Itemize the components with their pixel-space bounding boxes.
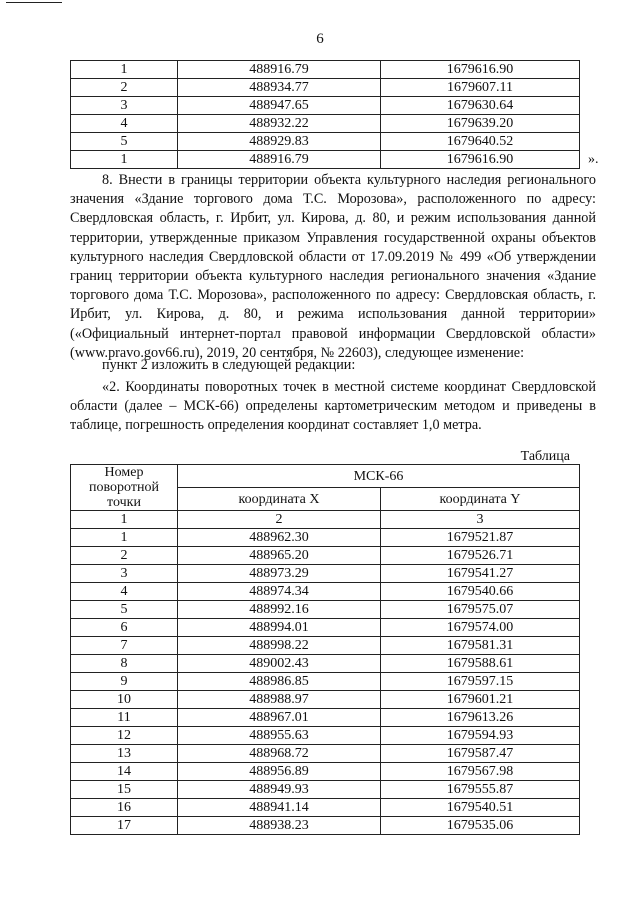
table-row [71,745,580,763]
paragraph-quoted-point-2: «2. Координаты поворотных точек в местной системе координат Свердловской области (далее – МСК-66) определены картометрическим методом и приведены в таблице, погрешность определения координат составляет 1,0 метра. [70,379,596,434]
table-row [71,799,580,817]
table-row [71,763,580,781]
point-number-cell: 3 [71,97,178,115]
column-number-cell: 3 [381,511,580,529]
coordinate-y-cell: 1679630.64 [381,97,580,115]
point-number-cell: 11 [71,709,178,727]
point-number-cell: 4 [71,115,178,133]
coordinate-y-cell: 1679616.90 [381,61,580,79]
paragraph-point-2: пункт 2 изложить в следующей редакции: [102,357,356,373]
coordinate-y-cell: 1679613.26 [381,709,580,727]
point-number-cell: 16 [71,799,178,817]
table-caption: Таблица [520,449,570,464]
coordinate-y-cell: 1679541.27 [381,565,580,583]
table-row [71,583,580,601]
point-number-cell: 15 [71,781,178,799]
table-row [71,655,580,673]
point-number-cell: 10 [71,691,178,709]
point-number-cell: 7 [71,637,178,655]
coordinate-x-cell: 488992.16 [178,601,381,619]
table-row [71,115,580,133]
coordinate-y-cell: 1679616.90 [381,151,580,169]
point-number-cell: 6 [71,619,178,637]
table-row [71,601,580,619]
coordinate-x-cell: 488947.65 [178,97,381,115]
table-row [71,691,580,709]
coordinates-table-continued [70,60,580,169]
coordinate-x-cell: 488932.22 [178,115,381,133]
table-row [71,61,580,79]
point-number-cell: 14 [71,763,178,781]
coordinate-y-cell: 1679597.15 [381,673,580,691]
coordinate-x-cell: 488986.85 [178,673,381,691]
coordinate-x-cell: 488941.14 [178,799,381,817]
point-number-cell: 2 [71,547,178,565]
coordinate-y-cell: 1679574.00 [381,619,580,637]
coordinate-x-cell: 488994.01 [178,619,381,637]
table-row [71,637,580,655]
coordinate-y-cell: 1679588.61 [381,655,580,673]
header-point-number: Номер поворотной точки [71,465,178,511]
table-row [71,727,580,745]
table-row [71,565,580,583]
coordinate-y-cell: 1679540.51 [381,799,580,817]
column-number-row [71,511,580,529]
coordinate-x-cell: 488934.77 [178,79,381,97]
table-header-row [71,465,580,488]
top-edge-rule [6,2,62,3]
table-row [71,133,580,151]
coordinate-x-cell: 488974.34 [178,583,381,601]
coordinate-y-cell: 1679639.20 [381,115,580,133]
column-number-cell: 2 [178,511,381,529]
coordinate-y-cell: 1679581.31 [381,637,580,655]
closing-quote-mark: ». [588,152,599,167]
coordinate-x-cell: 489002.43 [178,655,381,673]
table-row [71,781,580,799]
table-row [71,709,580,727]
table-row [71,547,580,565]
coordinate-x-cell: 488916.79 [178,151,381,169]
point-number-cell: 17 [71,817,178,835]
coordinates-table-msk66-body [71,465,580,835]
coordinate-x-cell: 488938.23 [178,817,381,835]
header-coordinate-y: координата Y [381,488,580,511]
coordinate-x-cell: 488988.97 [178,691,381,709]
page-number: 6 [316,31,324,47]
point-number-cell: 3 [71,565,178,583]
table-row [71,151,580,169]
coordinate-x-cell: 488965.20 [178,547,381,565]
coordinate-x-cell: 488998.22 [178,637,381,655]
table-row [71,673,580,691]
coordinate-x-cell: 488967.01 [178,709,381,727]
point-number-cell: 12 [71,727,178,745]
coordinate-y-cell: 1679640.52 [381,133,580,151]
point-number-cell: 1 [71,151,178,169]
coordinate-x-cell: 488949.93 [178,781,381,799]
coordinate-y-cell: 1679594.93 [381,727,580,745]
coordinate-y-cell: 1679555.87 [381,781,580,799]
coordinate-x-cell: 488956.89 [178,763,381,781]
point-number-cell: 1 [71,529,178,547]
coordinate-y-cell: 1679521.87 [381,529,580,547]
coordinate-y-cell: 1679575.07 [381,601,580,619]
coordinate-x-cell: 488973.29 [178,565,381,583]
point-number-cell: 8 [71,655,178,673]
point-number-cell: 13 [71,745,178,763]
coordinate-x-cell: 488968.72 [178,745,381,763]
table-row [71,79,580,97]
coordinate-x-cell: 488916.79 [178,61,381,79]
coordinate-x-cell: 488955.63 [178,727,381,745]
table-row [71,97,580,115]
coordinate-x-cell: 488929.83 [178,133,381,151]
coordinates-table-continued-body [71,61,580,169]
point-number-cell: 5 [71,133,178,151]
coordinate-y-cell: 1679540.66 [381,583,580,601]
coordinate-y-cell: 1679587.47 [381,745,580,763]
point-number-cell: 1 [71,61,178,79]
point-number-cell: 4 [71,583,178,601]
table-row [71,619,580,637]
coordinate-y-cell: 1679535.06 [381,817,580,835]
point-number-cell: 9 [71,673,178,691]
table-row [71,817,580,835]
point-number-cell: 5 [71,601,178,619]
paragraph-item-8: 8. Внести в границы территории объекта культурного наследия регионального значения «Здание торгового дома Т.С. Морозова», расположенного по адресу: Свердловская область, г. Ирбит, ул. Кирова, д. 80, и режим использования данной территории, утвержденные приказом Управления государственной охраны объектов культурного наследия Свердловской области от 17.09.2019 № 499 «Об утверждении границ территории объекта культурного наследия регионального значения «Здание торгового дома Т.С. Морозова», расположенного по адресу: Свердловская область, г. Ирбит, ул. Кирова, д. 80, и режима использования данной территории» («Официальный интернет-портал правовой информации Свердловской области» (www.pravo.gov66.ru), 2019, 20 сентября, № 22603), следующее изменение: [70,172,596,361]
coordinates-table-msk66 [70,464,580,835]
table-row [71,529,580,547]
coordinate-y-cell: 1679567.98 [381,763,580,781]
point-number-cell: 2 [71,79,178,97]
coordinate-y-cell: 1679601.21 [381,691,580,709]
header-coordinate-x: координата X [178,488,381,511]
coordinate-x-cell: 488962.30 [178,529,381,547]
coordinate-y-cell: 1679526.71 [381,547,580,565]
column-number-cell: 1 [71,511,178,529]
coordinate-y-cell: 1679607.11 [381,79,580,97]
header-coordinate-system: МСК-66 [178,465,580,488]
